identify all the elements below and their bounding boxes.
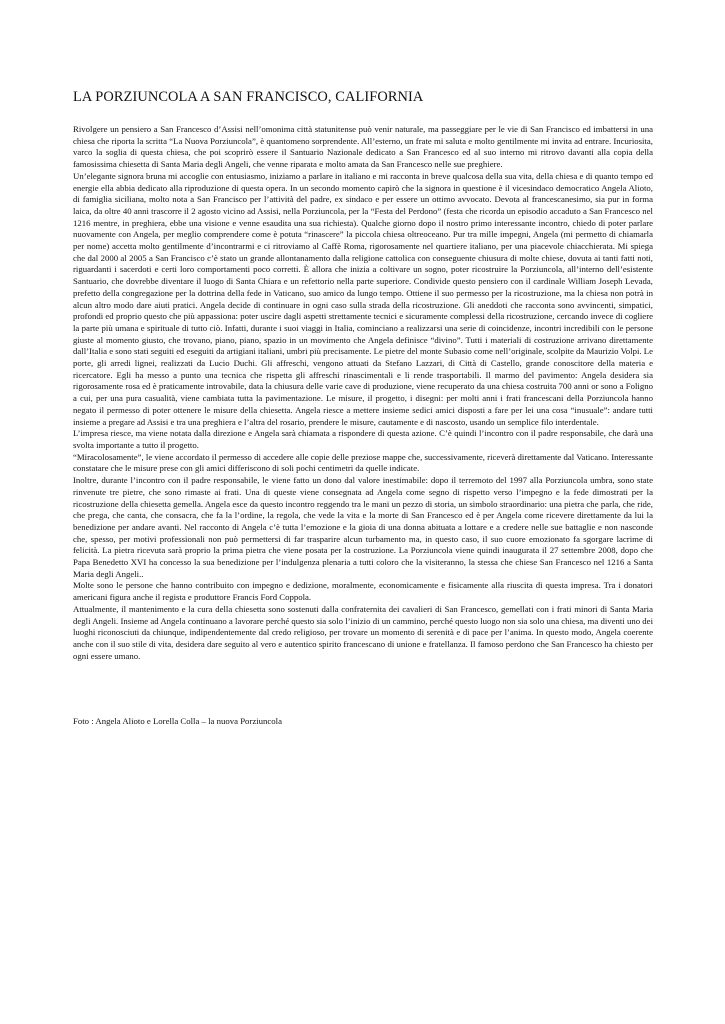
photo-caption: Foto : Angela Alioto e Lorella Colla – la nuova Porziuncola xyxy=(73,716,282,726)
paragraph-donors: Molte sono le persone che hanno contribuito con impegno e dedizione, moralmente, economicamente e fisicamente alla riuscita di questa impresa. Tra i donatori americani figura anche il regista e produttore Francis Ford Coppola. xyxy=(73,580,653,603)
paragraph-stone-gift: Inoltre, durante l’incontro con il padre responsabile, le viene fatto un dono dal valore inestimabile: dopo il terremoto del 1997 alla Porziuncola umbra, sono state rinvenute tre pietre, che sono rimaste ai frati. Una di queste viene consegnata ad Angela come segno di rispetto verso l’impegno e la fede dimostrati per la ricostruzione della chiesetta gemella. Angela esce da questo incontro reggendo tra le mani un pezzo di storia, un simbolo straordinario: una pietra che parla, che ride, che prega, che canta, che consacra, che fa la l’ordine, la regola, che vede la vita e la morte di San Francesco ed è per Angela come ricevere direttamente da lui la benedizione per andare avanti. Nel racconto di Angela c’è tutta l’emozione e la gioia di una donna abituata a lottare e a credere nelle sue battaglie e non nasconde che, spesso, per motivi professionali non può permettersi di far trasparire alcun turbamento ma, in questo caso, il suo cuore emozionato fa sgorgare lacrime di felicità. La pietra ricevuta sarà proprio la prima pietra che viene posata per la costruzione. La Porziuncola viene quindi inaugurata il 27 settembre 2008, dopo che Papa Benedetto XVI ha concesso la sua benedizione per l’indulgenza plenaria a tutti coloro che la visiteranno, la stessa che chiese San Francesco nel 1216 a Santa Maria degli Angeli.. xyxy=(73,475,653,579)
paragraph-enterprise: L’impresa riesce, ma viene notata dalla direzione e Angela sarà chiamata a rispondere di questa azione. C’è quindi l’incontro con il padre responsabile, che darà una svolta importante a tutto il progetto. xyxy=(73,428,653,450)
page-title: LA PORZIUNCOLA A SAN FRANCISCO, CALIFORNIA xyxy=(73,89,424,105)
paragraph-miracle: “Miracolosamente”, le viene accordato il permesso di accedere alle copie delle preziose mappe che, successivamente, riceverà direttamente dal Vaticano. Interessante constatare che le misure prese con gli amici differiscono di soli pochi centimetri da quelle indicate. xyxy=(73,451,653,474)
article-body xyxy=(73,124,653,662)
paragraph-intro: Rivolgere un pensiero a San Francesco d’Assisi nell’omonima città statunitense può venir naturale, ma passeggiare per le vie di San Francisco ed imbattersi in una chiesa che riporta la scritta “La Nuova Porziuncola”, è quantomeno sorprendente. All’esterno, un frate mi saluta e molto gentilmente mi invita ad entrare. Incuriosita, varco la soglia di questa chiesa, che poi scoprirò essere il Santuario Nazionale dedicato a San Francesco ed al suo interno mi ritrovo davanti alla copia della famosissima chiesetta di Santa Maria degli Angeli, che venne riparata e molto amata da San Francesco nelle sue preghiere. xyxy=(73,124,653,170)
paragraph-angela-story: Un’elegante signora bruna mi accoglie con entusiasmo, iniziamo a parlare in italiano e mi racconta in breve qualcosa della sua vita, della chiesa e di quanto tempo ed energie ella abbia dedicato alla riproduzione di questa opera. In un secondo momento capirò che la signora in questione è il vicesindaco democratico Angela Alioto, di famiglia siciliana, molto nota a San Francisco per l’attività del padre, ex sindaco e per essere un ottimo avvocato. Devota al francescanesimo, sia pur in forma laica, da oltre 40 anni trascorre il 2 agosto vicino ad Assisi, nella Porziuncola, per la “Festa del Perdono” (festa che ricorda un episodio accaduto a San Francesco nel 1216 mentre, in preghiera, ebbe una visione e venne esaudita una sua richiesta). Qualche giorno dopo il nostro primo interessante incontro, chiedo di poter parlare nuovamente con Angela, per meglio comprendere come è potuta “rinascere” la piccola chiesa oltreoceano. Pur tra mille impegni, Angela (mi permetto di chiamarla per nome) accetta molto gentilmente d’incontrarmi e ci ritroviamo al Caffè Roma, rigorosamente nel quartiere italiano, per una piacevole chiacchierata. Mi spiega che dal 2000 al 2005 a San Francisco c’è stato un grande allontanamento dalla religione cattolica con conseguente chiusura di molte chiese, dovuta ai tanti fatti noti, riguardanti i sacerdoti e certi loro comportamenti poco corretti. È allora che inizia a coltivare un sogno, poter ricostruire la Porziuncola, all’interno dell’esistente Santuario, che dovrebbe diventare il luogo di Santa Chiara e un refettorio nella parte superiore. Condivide questo pensiero con il cardinale William Joseph Levada, prefetto della congregazione per la dottrina della fede in Vaticano, suo amico da lungo tempo. Ottiene il suo permesso per la ricostruzione, ma la chiesa non potrà in alcun altro modo dare aiuti pratici. Angela decide di continuare in ogni caso sulla strada della ricostruzione. Gli aneddoti che racconta sono avvincenti, simpatici, profondi ed proprio questo che più appassiona: poter uscire dagli aspetti strettamente tecnici e sicuramente complessi della ricostruzione, cercando invece di cogliere la parte più umana e spirituale di tutto ciò. Infatti, durante i suoi viaggi in Italia, cominciano a realizzarsi una serie di coincidenze, incontri incredibili con le persone giuste al momento giusto, che trovano, piano, piano, spazio in un movimento che Angela definisce “divino”. Tutti i materiali di costruzione arrivano direttamente dall’Italia e sono stati seguiti ed eseguiti da artigiani italiani, umbri più precisamente. Le pietre del monte Subasio come nell’originale, scolpite da Maurizio Volpi. Le porte, gli arredi lignei, realizzati da Lucio Duchi. Gli affreschi, vengono attuati da Stefano Lazzari, di Città di Castello, grande conoscitore della materia e ricercatore. Egli ha messo a punto una tecnica che rispetta gli affreschi rinascimentali e li rende trasportabili. Il marmo del pavimento: Angela desidera sia rigorosamente rosa ed è praticamente introvabile, data la chiusura delle varie cave di produzione, viene recuperato da una chiesa costruita 700 anni or sono a Foligno a cui, per una pura casualità, viene cambiata tutta la pavimentazione. Le misure, il progetto, i disegni: per molti anni i frati francescani della Porziuncola hanno negato il permesso di poter ottenere le misure della chiesetta. Angela riesce a mettere insieme sedici amici disposti a fare per lei una cosa “inusuale”: andare tutti insieme a pregare ad Assisi e tra una preghiera e l’altra del rosario, prendere le misure, cautamente e di nascosto, usando un semplice filo interdentale. xyxy=(73,170,653,427)
paragraph-current: Attualmente, il mantenimento e la cura della chiesetta sono sostenuti dalla confraternita dei cavalieri di San Francesco, gemellati con i frati minori di Santa Maria degli Angeli. Insieme ad Angela continuano a lavorare perché questo sia solo l’inizio di un cammino, perché questo luogo non sia solo una chiesa, ma diventi uno dei luoghi riconosciuti da chiunque, indipendentemente dal credo religioso, per trovare un momento di serenità e di pace per l’anima. In questo modo, Angela coerente anche con il suo stile di vita, desidera dare seguito al vero e autentico spirito francescano di unione e fratellanza. Il famoso perdono che San Francesco ha chiesto per ogni essere umano. xyxy=(73,603,653,661)
